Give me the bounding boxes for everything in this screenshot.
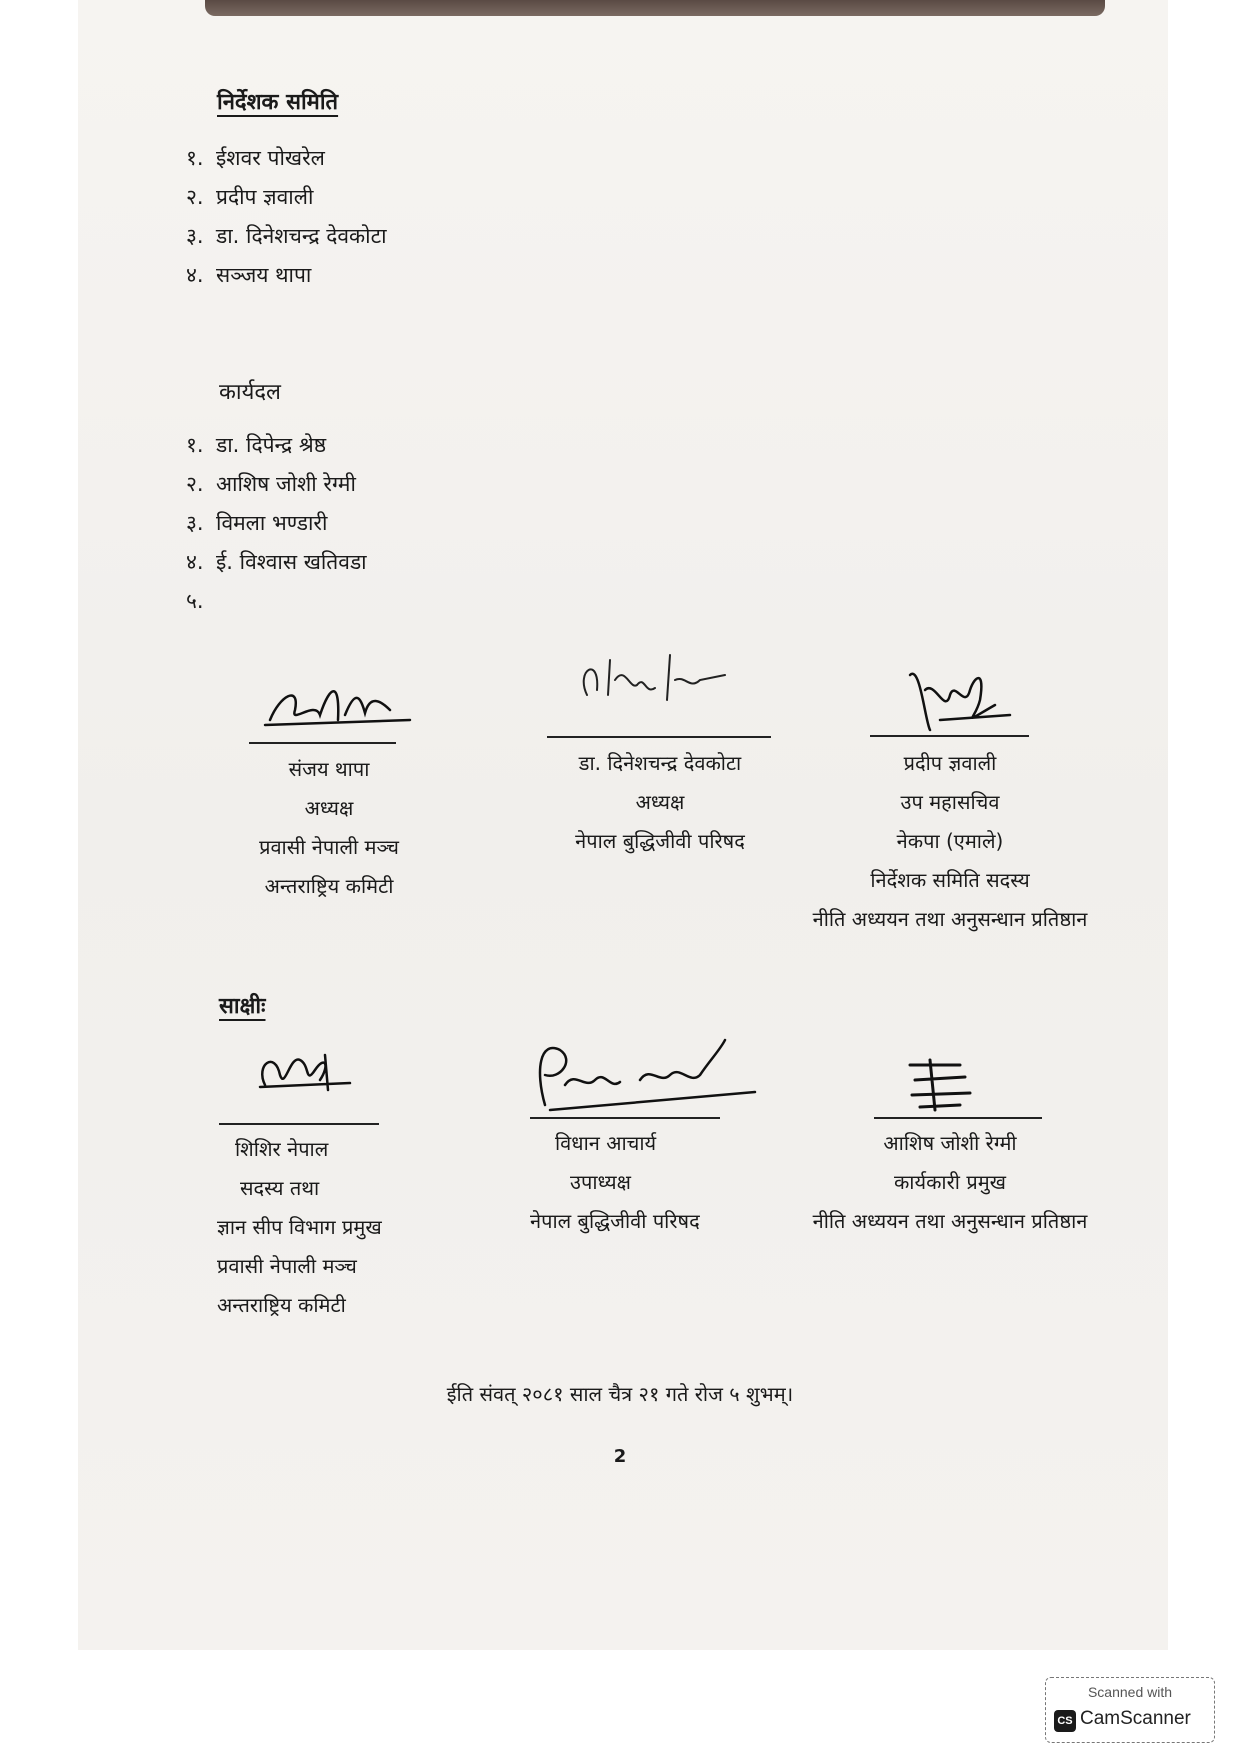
signatory-title: सदस्य तथा	[240, 1176, 320, 1200]
signatory-org: अन्तराष्ट्रिय कमिटी	[264, 874, 394, 898]
list-item	[186, 465, 367, 504]
page-number: 2	[613, 1446, 627, 1467]
list-item	[186, 256, 387, 295]
list-number: २.	[186, 185, 204, 209]
signatory-role: निर्देशक समिति सदस्य	[870, 868, 1030, 892]
signatory-title: अध्यक्ष	[635, 790, 685, 814]
camscanner-badge	[1045, 1677, 1215, 1743]
member-name: ईशवर पोखरेल	[216, 146, 325, 170]
signatory-org: नेकपा (एमाले)	[896, 829, 1004, 853]
signatory-pradeep-gyawali	[790, 744, 1110, 939]
list-item	[186, 217, 387, 256]
signature-dinesh-devkota	[575, 650, 735, 715]
closing-statement: ईति संवत् २०८१ साल चैत्र २१ गते रोज ५ शुभम्।	[446, 1382, 794, 1406]
signature-ashish-joshi-regmi	[900, 1055, 980, 1115]
signatory-sanjay-thapa	[219, 750, 439, 906]
signatory-name: डा. दिनेशचन्द्र देवकोटा	[578, 751, 742, 775]
member-name: विमला भण्डारी	[216, 511, 328, 535]
list-item	[186, 543, 367, 582]
signatory-org: नीति अध्ययन तथा अनुसन्धान प्रतिष्ठान	[812, 907, 1088, 931]
signature-line	[219, 1123, 379, 1125]
steering-committee-list	[186, 139, 387, 295]
list-number: ४.	[186, 263, 204, 287]
signatory-name: आशिष जोशी रेग्मी	[883, 1131, 1017, 1155]
task-force-heading: कार्यदल	[219, 380, 281, 405]
signature-line	[874, 1117, 1042, 1119]
badge-caption: Scanned with	[1087, 1684, 1173, 1700]
signature-pradeep-gyawali	[900, 660, 1020, 740]
signature-line	[547, 736, 771, 738]
camscanner-logo-icon: CS	[1054, 1710, 1076, 1732]
list-number: ३.	[186, 224, 204, 248]
witness-bidhan-acharya	[515, 1124, 725, 1241]
list-item	[186, 504, 367, 543]
list-item	[186, 139, 387, 178]
member-name: सञ्जय थापा	[216, 263, 312, 287]
signature-sanjay-thapa	[260, 665, 420, 740]
witness-shishir-nepal	[205, 1130, 382, 1325]
list-number: २.	[186, 472, 204, 496]
member-name: प्रदीप ज्ञवाली	[216, 185, 314, 209]
list-item	[186, 178, 387, 217]
list-item	[186, 426, 367, 465]
signature-line	[249, 742, 396, 744]
signatory-org: प्रवासी नेपाली मञ्च	[259, 835, 399, 859]
signatory-title: उपाध्यक्ष	[570, 1170, 631, 1194]
signature-bidhan-acharya	[530, 1030, 760, 1115]
list-number: ४.	[186, 550, 204, 574]
signatory-org: अन्तराष्ट्रिय कमिटी	[217, 1293, 346, 1317]
signature-line	[870, 735, 1029, 737]
signatory-title: अध्यक्ष	[304, 796, 354, 820]
signatory-name: संजय थापा	[288, 757, 370, 781]
signature-line	[530, 1117, 720, 1119]
list-number: १.	[186, 146, 204, 170]
signatory-org: नेपाल बुद्धिजीवी परिषद	[530, 1209, 700, 1233]
signature-shishir-nepal	[250, 1035, 360, 1105]
witness-heading: साक्षीः	[219, 994, 266, 1019]
task-force-list	[186, 426, 367, 621]
steering-committee-heading: निर्देशक समिति	[217, 90, 339, 115]
signatory-org: नेपाल बुद्धिजीवी परिषद	[575, 829, 745, 853]
signatory-title: ज्ञान सीप विभाग प्रमुख	[217, 1215, 382, 1239]
scan-edge-shadow	[205, 0, 1105, 16]
signatory-dinesh-devkota	[540, 744, 780, 861]
signatory-title: कार्यकारी प्रमुख	[893, 1170, 1007, 1194]
signatory-title: उप महासचिव	[900, 790, 1000, 814]
member-name: ई. विश्वास खतिवडा	[216, 550, 367, 574]
list-number: १.	[186, 433, 204, 457]
member-name: डा. दिपेन्द्र श्रेष्ठ	[216, 433, 327, 457]
signatory-name: प्रदीप ज्ञवाली	[903, 751, 997, 775]
signatory-org: नीति अध्ययन तथा अनुसन्धान प्रतिष्ठान	[812, 1209, 1088, 1233]
list-item	[186, 582, 367, 621]
signatory-name: विधान आचार्य	[555, 1131, 657, 1155]
list-number: ३.	[186, 511, 204, 535]
signatory-org: प्रवासी नेपाली मञ्च	[217, 1254, 357, 1278]
witness-ashish-joshi-regmi	[790, 1124, 1110, 1241]
badge-brand: CamScanner	[1080, 1708, 1191, 1729]
signatory-name: शिशिर नेपाल	[235, 1137, 329, 1161]
member-name: डा. दिनेशचन्द्र देवकोटा	[216, 224, 387, 248]
member-name: आशिष जोशी रेग्मी	[216, 472, 356, 496]
list-number: ५.	[186, 589, 204, 613]
